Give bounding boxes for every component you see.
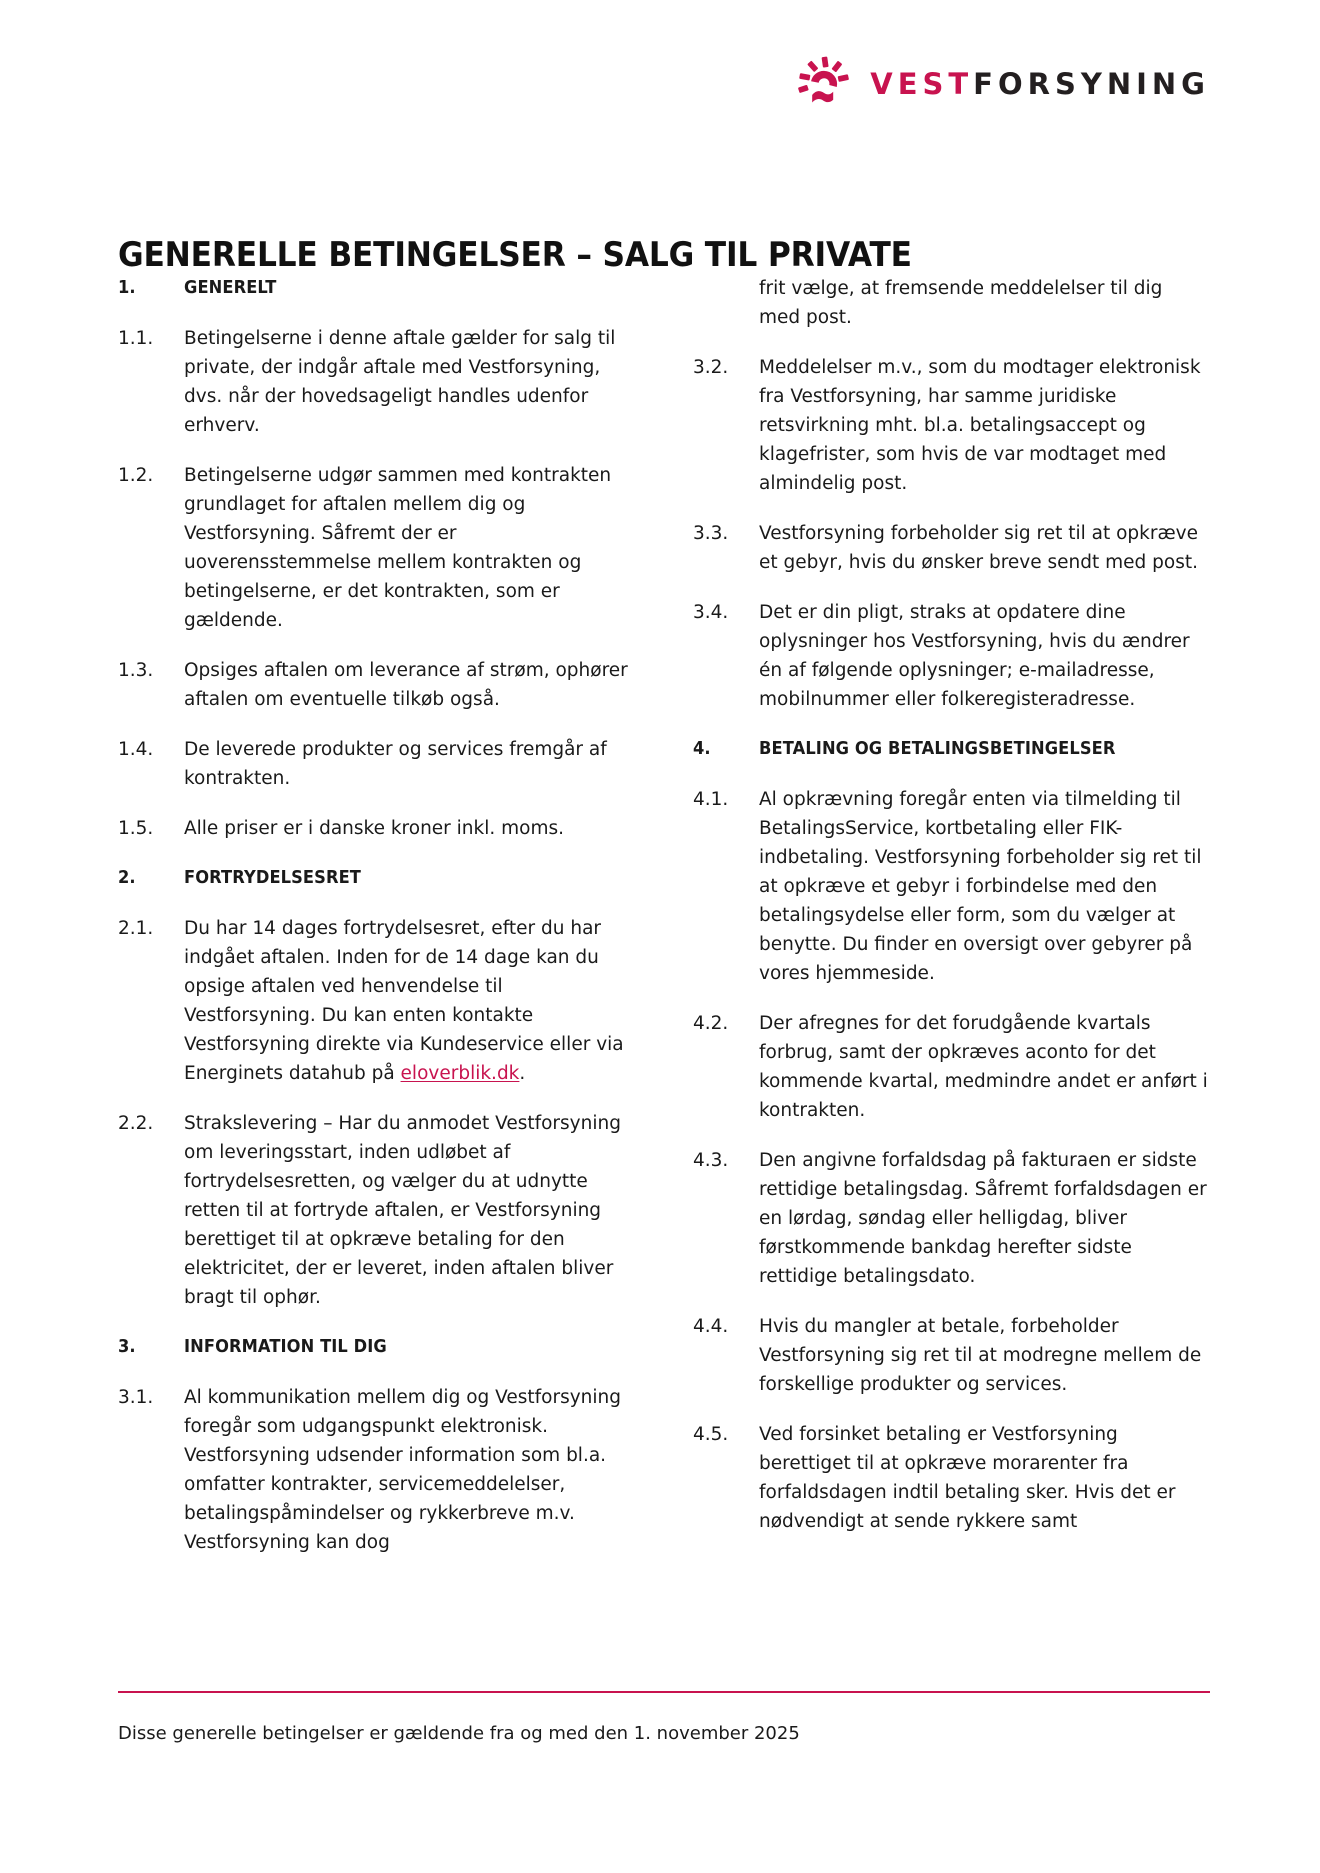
clause-number: 3.3. bbox=[693, 523, 729, 544]
clause-number: 1.2. bbox=[118, 465, 154, 486]
clause-item bbox=[118, 1109, 633, 1312]
section-title: GENERELT bbox=[184, 278, 277, 298]
clause-number: 3.4. bbox=[693, 602, 729, 623]
eloverblik-link[interactable]: eloverblik.dk bbox=[400, 1063, 520, 1084]
page-title: GENERELLE BETINGELSER – SALG TIL PRIVATE bbox=[118, 234, 912, 275]
clause-text: Meddelelser m.v., som du modtager elektronisk fra Vestforsyning, har samme juridiske retsvirkning mht. bl.a. betalingsaccept og klagefrister, som hvis de var modtaget med almindelig post. bbox=[759, 357, 1201, 494]
sun-icon bbox=[796, 56, 852, 112]
clause-text: Ved forsinket betaling er Vestforsyning berettiget til at opkræve morarenter fra forfaldsdagen indtil betaling sker. Hvis det er nødvendigt at sende rykkere samt bbox=[759, 1424, 1176, 1532]
clause-text: Alle priser er i danske kroner inkl. moms. bbox=[184, 818, 565, 839]
section-heading bbox=[693, 735, 1208, 764]
section-number: 3. bbox=[118, 1337, 136, 1357]
clause-number: 1.1. bbox=[118, 328, 154, 349]
clause-number: 4.4. bbox=[693, 1316, 729, 1337]
section-number: 2. bbox=[118, 868, 136, 888]
footer-text: Disse generelle betingelser er gældende fra og med den 1. november 2025 bbox=[118, 1723, 800, 1744]
clause-number: 4.5. bbox=[693, 1424, 729, 1445]
clause-text-part: Du har 14 dages fortrydelsesret, efter du har indgået aftalen. Inden for de 14 dage kan du opsige aftalen ved henvendelse til Vestforsyning. Du kan enten kontakte Vestforsyning direkte via Kundeservice eller via Energinets datahub på bbox=[184, 918, 624, 1084]
clause-item bbox=[118, 461, 633, 635]
clause-item bbox=[693, 353, 1208, 498]
footer-divider bbox=[118, 1691, 1210, 1693]
clause-item bbox=[118, 324, 633, 440]
clause-number: 1.5. bbox=[118, 818, 154, 839]
logo-word-secondary: FORSYNING bbox=[973, 66, 1210, 101]
content-columns bbox=[118, 274, 1208, 1578]
clause-number: 1.4. bbox=[118, 739, 154, 760]
clause-item bbox=[693, 1312, 1208, 1399]
clause-item bbox=[693, 598, 1208, 714]
clause-number: 4.3. bbox=[693, 1150, 729, 1171]
clause-text: Hvis du mangler at betale, forbeholder Vestforsyning sig ret til at modregne mellem de forskellige produkter og services. bbox=[759, 1316, 1202, 1395]
clause-text: Strakslevering – Har du anmodet Vestforsyning om leveringsstart, inden udløbet af fortrydelsesretten, og vælger du at udnytte retten til at fortryde aftalen, er Vestforsyning berettiget til at opkræve betaling for den elektricitet, der er leveret, inden aftalen bliver bragt til ophør. bbox=[184, 1113, 621, 1308]
clause-item bbox=[693, 274, 1208, 332]
logo-wordmark bbox=[870, 66, 1210, 101]
clause-item bbox=[693, 1146, 1208, 1291]
clause-number: 1.3. bbox=[118, 660, 154, 681]
clause-text: Betingelserne udgør sammen med kontrakten grundlaget for aftalen mellem dig og Vestforsyning. Såfremt der er uoverensstemmelse mellem kontrakten og betingelserne, er det kontrakten, som er gældende. bbox=[184, 465, 612, 631]
clause-item bbox=[693, 1009, 1208, 1125]
clause-text: frit vælge, at fremsende meddelelser til dig med post. bbox=[759, 278, 1163, 328]
clause-item bbox=[118, 656, 633, 714]
clause-item bbox=[118, 735, 633, 793]
clause-item bbox=[693, 1420, 1208, 1536]
clause-item bbox=[118, 1383, 633, 1557]
clause-number: 2.2. bbox=[118, 1113, 154, 1134]
section-number: 1. bbox=[118, 278, 136, 298]
section-heading bbox=[118, 864, 633, 893]
clause-text: Vestforsyning forbeholder sig ret til at opkræve et gebyr, hvis du ønsker breve sendt med post. bbox=[759, 523, 1199, 573]
logo-word-primary: VEST bbox=[870, 66, 974, 101]
page-header bbox=[796, 56, 1210, 112]
clause-number: 2.1. bbox=[118, 918, 154, 939]
clause-text-part: . bbox=[519, 1063, 526, 1084]
clause-number: 3.1. bbox=[118, 1387, 154, 1408]
clause-text bbox=[184, 914, 633, 1088]
section-heading bbox=[118, 274, 633, 303]
clause-text: Det er din pligt, straks at opdatere dine oplysninger hos Vestforsyning, hvis du ændrer én af følgende oplysninger; e-mailadresse, mobilnummer eller folkeregisteradresse. bbox=[759, 602, 1190, 710]
clause-text: De leverede produkter og services fremgår af kontrakten. bbox=[184, 739, 607, 789]
clause-text: Al kommunikation mellem dig og Vestforsyning foregår som udgangspunkt elektronisk. Vestforsyning udsender information som bl.a. omfatter kontrakter, servicemeddelelser, betalingspåmindelser og rykkerbreve m.v. Vestforsyning kan dog bbox=[184, 1387, 621, 1553]
clause-number: 3.2. bbox=[693, 357, 729, 378]
clause-text: Betingelserne i denne aftale gælder for salg til private, der indgår aftale med Vestforsyning, dvs. når der hovedsageligt handles udenfor erhverv. bbox=[184, 328, 616, 436]
clause-text: Der afregnes for det forudgående kvartals forbrug, samt der opkræves aconto for det kommende kvartal, medmindre andet er anført i kontrakten. bbox=[759, 1013, 1208, 1121]
clause-item bbox=[693, 785, 1208, 988]
clause-number: 4.1. bbox=[693, 789, 729, 810]
clause-text: Den angivne forfaldsdag på fakturaen er sidste rettidige betalingsdag. Såfremt forfaldsdagen er en lørdag, søndag eller helligdag, bliver førstkommende bankdag herefter sidste rettidige betalingsdato. bbox=[759, 1150, 1207, 1287]
clause-text: Opsiges aftalen om leverance af strøm, ophører aftalen om eventuelle tilkøb også. bbox=[184, 660, 628, 710]
section-title: FORTRYDELSESRET bbox=[184, 868, 361, 888]
column-left bbox=[118, 274, 633, 1578]
clause-item bbox=[118, 914, 633, 1088]
section-number: 4. bbox=[693, 739, 711, 759]
section-title: INFORMATION TIL DIG bbox=[184, 1337, 387, 1357]
column-right bbox=[693, 274, 1208, 1578]
section-title: BETALING OG BETALINGSBETINGELSER bbox=[759, 739, 1116, 759]
clause-item bbox=[693, 519, 1208, 577]
clause-item bbox=[118, 814, 633, 843]
clause-number: 4.2. bbox=[693, 1013, 729, 1034]
clause-text: Al opkrævning foregår enten via tilmelding til BetalingsService, kortbetaling eller FIK-indbetaling. Vestforsyning forbeholder sig ret til at opkræve et gebyr i forbindelse med den betalingsydelse eller form, som du vælger at benytte. Du finder en oversigt over gebyrer på vores hjemmeside. bbox=[759, 789, 1202, 984]
section-heading bbox=[118, 1333, 633, 1362]
